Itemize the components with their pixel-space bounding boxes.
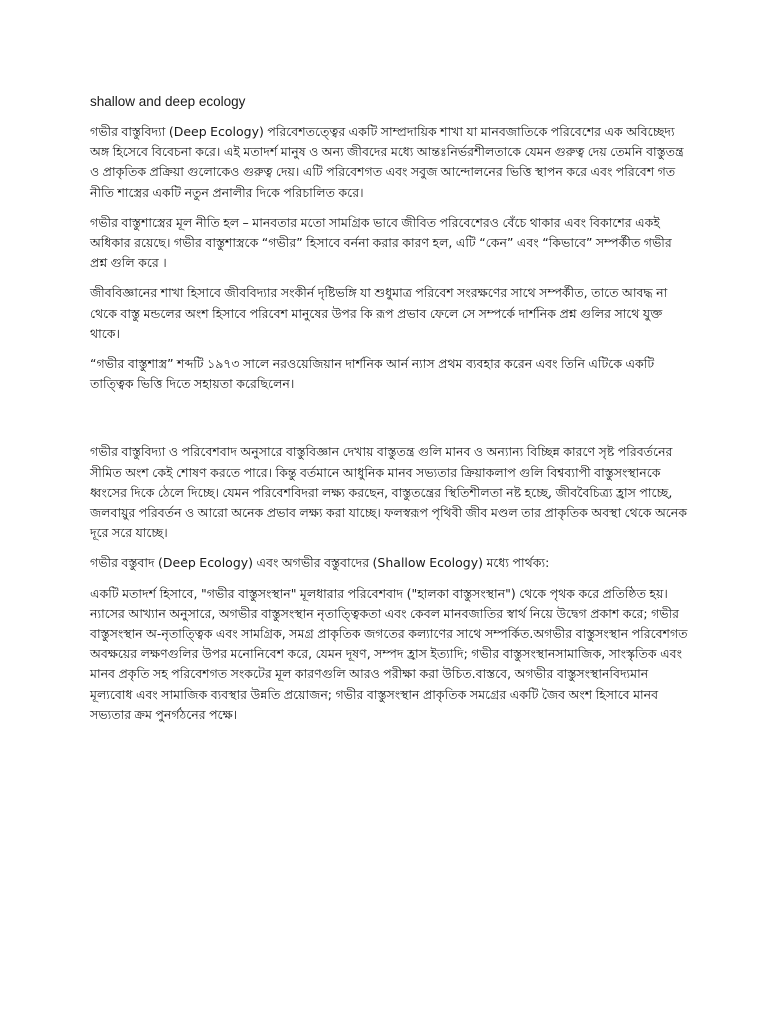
paragraph-core-principle: গভীর বাস্তুশাস্ত্রের মূল নীতি হল – মানবতার মতো সামগ্রিক ভাবে জীবিত পরিবেশেরও বেঁচে থাকার এবং বিকাশের একই অধিকার রয়েছে। গভীর বাস্তুশাস্ত্রকে “গভীর” হিসাবে বর্ননা করার কারণ হল, এটি “কেন” এবং “কিভাবে” সম্পর্কীত গভীর প্রশ্ন গুলি করে ।	[90, 214, 672, 271]
paragraph-ecosystem-impact: গভীর বাস্তুবিদ্যা ও পরিবেশবাদ অনুসারে বাস্তুবিজ্ঞান দেখায় বাস্তুতন্ত্র গুলি মানব ও অন্যান্য বিচ্ছিন্ন কারণে সৃষ্ট পরিবর্তনের সীমিত অংশ কেই শোষণ করতে পারে। কিন্তু বর্তমানে আধুনিক মানব সভ্যতার ক্রিয়াকলাপ গুলি বিশ্বব্যাপী বাস্তুসংস্থানকে ধ্বংসের দিকে ঠেলে দিচ্ছে। যেমন পরিবেশবিদরা লক্ষ্য করছেন, বাস্তুতন্ত্রের স্থিতিশীলতা নষ্ট হচ্ছে, জীববৈচিত্র্য হ্রাস পাচ্ছে, জলবায়ুর পরিবর্তন ও আরো অনেক প্রভাব লক্ষ্য করা যাচ্ছে। ফলস্বরূপ পৃথিবী জীব মণ্ডল তার প্রাকৃতিক অবস্থা থেকে অনেক দূরে সরে যাচ্ছে।	[90, 444, 688, 541]
paragraph-biology-branch: জীববিজ্ঞানের শাখা হিসাবে জীববিদ্যার সংকীর্ন দৃষ্টিভঙ্গি যা শুধুমাত্র পরিবেশ সংরক্ষণের সাথে সম্পর্কীত, তাতে আবদ্ধ না থেকে বাস্তু মন্ডলের অংশ হিসাবে পরিবেশ মানুষের উপর কি রূপ প্রভাব ফেলে সে সম্পর্কে দার্শনিক প্রশ্ন গুলির সাথে যুক্ত থাকে।	[90, 285, 668, 341]
paragraph-deep-ecology-definition: গভীর বাস্তুবিদ্যা (Deep Ecology) পরিবেশতত্ত্বের একটি সাম্প্রদায়িক শাখা যা মানবজাতিকে পরিবেশের এক অবিচ্ছেদ্য অঙ্গ হিসেবে বিবেচনা করে। এই মতাদর্শ মানুষ ও অন্য জীবদের মধ্যে আন্তঃনির্ভরশীলতাকে যেমন গুরুত্ব দেয় তেমনি বাস্তুতন্ত্র ও প্রাকৃতিক প্রক্রিয়া গুলোকেও গুরুত্ব দেয়। এটি পরিবেশগত এবং সবুজ আন্দোলনের ভিত্তি স্থাপন করে এবং পরিবেশ গত নীতি শাস্ত্রের একটি নতুন প্রনালীর দিকে পরিচালিত করে।	[90, 124, 684, 200]
paragraph-gap	[90, 404, 690, 442]
paragraph-difference-heading: গভীর বস্তুবাদ (Deep Ecology) এবং অগভীর বস্তুবাদের (Shallow Ecology) মধ্যে পার্থক্য:	[90, 555, 550, 571]
paragraph-term-origin: “গভীর বাস্তুশাস্ত্র” শব্দটি ১৯৭৩ সালে নরওয়েজিয়ান দার্শনিক আর্ন ন্যাস প্রথম ব্যবহার করেন এবং তিনি এটিকে একটি তাত্ত্বিক ভিত্তি দিতে সহায়তা করেছিলেন।	[90, 356, 655, 392]
paragraph-comparison: একটি মতাদর্শ হিসাবে, "গভীর বাস্তুসংস্থান" মূলধারার পরিবেশবাদ ("হালকা বাস্তুসংস্থান") থেকে পৃথক করে প্রতিষ্ঠিত হয়। ন্যাসের আখ্যান অনুসারে, অগভীর বাস্তুসংস্থান নৃতাত্ত্বিকতা এবং কেবল মানবজাতির স্বার্থ নিয়ে উদ্বেগ প্রকাশ করে; গভীর বাস্তুসংস্থান অ-নৃতাত্ত্বিক এবং সামগ্রিক, সমগ্র প্রাকৃতিক জগতের কল্যাণের সাথে সম্পর্কিত.অগভীর বাস্তুসংস্থান পরিবেশগত অবক্ষয়ের লক্ষণগুলির উপর মনোনিবেশ করে, যেমন দূষণ, সম্পদ হ্রাস ইত্যাদি; গভীর বাস্তুসংস্থানসামাজিক, সাংস্কৃতিক এবং মানব প্রকৃতি সহ পরিবেশগত সংকটের মূল কারণগুলি আরও পরীক্ষা করা উচিত.বাস্তবে, অগভীর বাস্তুসংস্থানবিদ্যমান মূল্যবোধ এবং সামাজিক ব্যবস্থার উন্নতি প্রয়োজন; গভীর বাস্তুসংস্থান প্রাকৃতিক সমগ্রের একটি জৈব অংশ হিসাবে মানব সভ্যতার ক্রম পুনর্গঠনের পক্ষে।	[90, 585, 688, 722]
document-body	[90, 92, 690, 735]
document-title: shallow and deep ecology	[90, 94, 246, 109]
